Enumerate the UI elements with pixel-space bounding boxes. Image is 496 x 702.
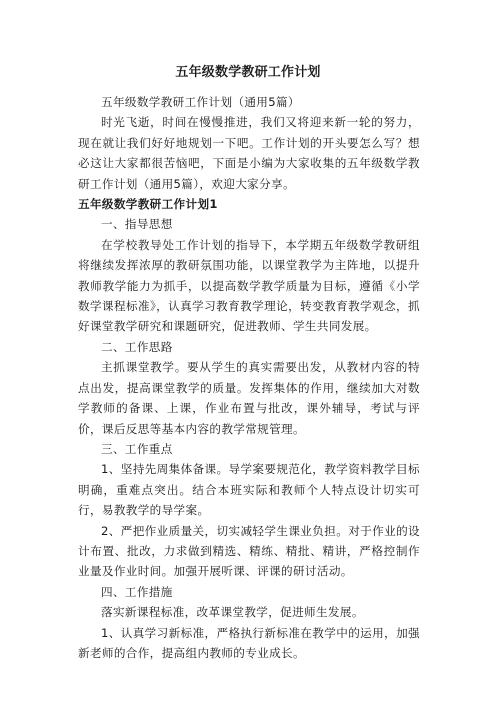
document-body (78, 92, 420, 663)
paragraph-focus-2: 2、严把作业质量关，切实减轻学生课业负担。对于作业的设计布置、批改，力求做到精选、精练、精批、精讲，严格控制作业量及作业时间。加强开展听课、评课的研讨活动。 (78, 523, 420, 579)
paragraph-measures-1: 1、认真学习新标准，严格执行新标准在教学中的运用，加强新老师的合作，提高组内教师的专业成长。 (78, 625, 420, 660)
document-title: 五年级数学教研工作计划 (175, 65, 321, 80)
subheading-measures: 四、工作措施 (101, 584, 173, 599)
paragraph-focus-1: 1、坚持先周集体备课。导学案要规范化，教学资料教学目标明确，重难点突出。结合本班实际和教师个人特点设计切实可行，易教教学的导学案。 (78, 462, 420, 518)
paragraph-intro: 时光飞逝，时间在慢慢推进，我们又将迎来新一轮的努力，现在就让我们好好地规划一下吧。工作计划的开头要怎么写？想必这让大家都很苦恼吧，下面是小编为大家收集的五年级数学教研工作计划（通用5篇），欢迎大家分享。 (78, 115, 420, 191)
section-heading: 五年级数学教研工作计划1 (78, 197, 218, 212)
subheading-work-approach: 二、工作思路 (101, 339, 173, 354)
subheading-guiding-idea: 一、指导思想 (101, 217, 173, 232)
paragraph-measures-intro: 落实新课程标准，改革课堂教学，促进师生发展。 (101, 605, 364, 620)
paragraph-guiding-idea: 在学校教导处工作计划的指导下，本学期五年级数学教研组将继续发挥浓厚的教研氛围功能，以课堂教学为主阵地，以提升教师教学能力为抓手，以提高数学教学质量为目标，遵循《小学数学课程标准》，认真学习教育教学理论，转变教育教学观念，抓好课堂教学研究和课题研究，促进教师、学生共同发展。 (78, 237, 420, 334)
paragraph-work-approach: 主抓课堂教学。要从学生的真实需要出发，从教材内容的特点出发，提高课堂教学的质量。发挥集体的作用，继续加大对数学教师的备课、上课，作业布置与批改，课外辅导，考试与评价，课后反思等基本内容的教学常规管理。 (78, 360, 420, 436)
paragraph-subtitle: 五年级数学教研工作计划（通用5篇） (101, 95, 300, 109)
subheading-work-focus: 三、工作重点 (101, 441, 173, 456)
